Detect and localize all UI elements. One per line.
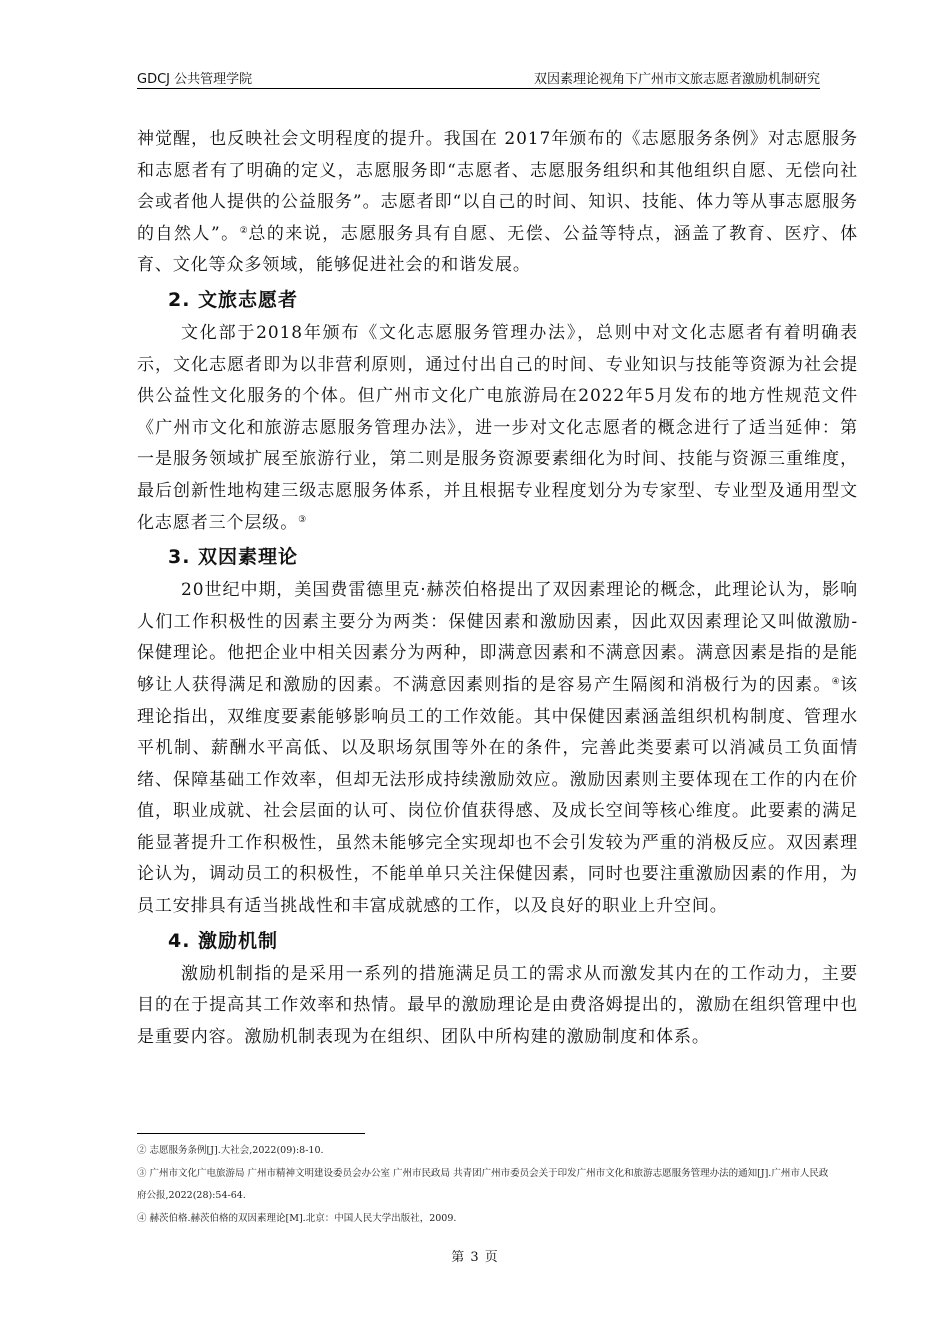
paragraph-volunteer-service xyxy=(137,124,858,282)
paragraph-text: 20世纪中期，美国费雷德里克·赫茨伯格提出了双因素理论的概念，此理论认为，影响人们工作积极性的因素主要分为两类：保健因素和激励因素，因此双因素理论又叫做激励-保健理论。他把企业中相关因素分为两种，即满意因素和不满意因素。满意因素是指的是能够让人获得满足和激励的因素。不满意因素则指的是容易产生隔阂和消极行为的因素。 xyxy=(137,580,858,695)
footnote-4: ④ 赫茨伯格.赫茨伯格的双因素理论[M].北京：中国人民大学出版社，2009. xyxy=(137,1212,457,1224)
page-number: 第 3 页 xyxy=(451,1250,499,1265)
footnote-ref-3[interactable]: ③ xyxy=(298,514,307,525)
paragraph-text: 总的来说，志愿服务具有自愿、无偿、公益等特点，涵盖了教育、医疗、体育、文化等众多领域，能够促进社会的和谐发展。 xyxy=(137,223,859,276)
page-header xyxy=(137,66,820,88)
paragraph-text: 文化部于2018年颁布《文化志愿服务管理办法》，总则中对文化志愿者有着明确表示，文化志愿者即为以非营利原则，通过付出自己的时间、专业知识与技能等资源为社会提供公益性文化服务的个体。但广州市文化广电旅游局在2022年5月发布的地方性规范文件《广州市文化和旅游志愿服务管理办法》，进一步对文化志愿者的概念进行了适当延伸：第一是服务领域扩展至旅游行业，第二则是服务资源要素细化为时间、技能与资源三重维度，最后创新性地构建三级志愿服务体系，并且根据专业程度划分为专家型、专业型及通用型文化志愿者三个层级。 xyxy=(137,322,858,533)
paragraph-text: 神觉醒，也反映社会文明程度的提升。我国在 2017年颁布的《志愿服务条例》对志愿服务和志愿者有了明确的定义，志愿服务即“志愿者、志愿服务组织和其他组织自愿、无偿向社会或者他人提供的公益服务”。志愿者即“以自己的时间、知识、技能、体力等从事志愿服务的自然人”。 xyxy=(137,129,858,244)
footnote-2: ② 志愿服务条例[J].大社会,2022(09):8-10. xyxy=(137,1145,324,1156)
paragraph-two-factor-theory xyxy=(137,575,858,923)
footnote-3: ③ 广州市文化广电旅游局 广州市精神文明建设委员会办公室 广州市民政局 共青团广州市委员会关于印发广州市文化和旅游志愿服务管理办法的通知[J].广州市人民政府公报,2022(28):54-64. xyxy=(137,1167,829,1201)
footnote-ref-2[interactable]: ② xyxy=(239,225,249,236)
section-heading-4: 4. 激励机制 xyxy=(168,929,279,952)
footnotes xyxy=(137,1140,837,1230)
paragraph-text: 该理论指出，双维度要素能够影响员工的工作效能。其中保健因素涵盖组织机构制度、管理水平机制、薪酬水平高低、以及职场氛围等外在的条件，完善此类要素可以消减员工负面情绪、保障基础工作效率，但却无法形成持续激励效应。激励因素则主要体现在工作的内在价值，职业成就、社会层面的认可、岗位价值获得感、及成长空间等核心维度。此要素的满足能显著提升工作积极性，虽然未能够完全实现却也不会引发较为严重的消极反应。双因素理论认为，调动员工的积极性，不能单单只关注保健因素，同时也要注重激励因素的作用，为员工安排具有适当挑战性和丰富成就感的工作，以及良好的职业上升空间。 xyxy=(137,674,858,917)
header-paper-title: 双因素理论视角下广州市文旅志愿者激励机制研究 xyxy=(533,72,820,87)
section-heading-2: 2. 文旅志愿者 xyxy=(168,288,299,311)
section-heading-3: 3. 双因素理论 xyxy=(168,546,299,569)
paragraph-incentive-mechanism: 激励机制指的是采用一系列的措施满足员工的需求从而激发其内在的工作动力，主要目的在于提高其工作效率和热情。最早的激励理论是由费洛姆提出的，激励在组织管理中也是重要内容。激励机制表现为在组织、团队中所构建的激励制度和体系。 xyxy=(137,963,858,1047)
footnote-rule xyxy=(137,1133,365,1134)
paragraph-cultural-tourism-volunteers xyxy=(137,318,858,539)
paper-body xyxy=(137,124,858,1053)
header-rule xyxy=(137,88,820,89)
footnote-ref-4[interactable]: ④ xyxy=(831,676,841,687)
header-institution: GDCJ 公共管理学院 xyxy=(137,72,253,87)
